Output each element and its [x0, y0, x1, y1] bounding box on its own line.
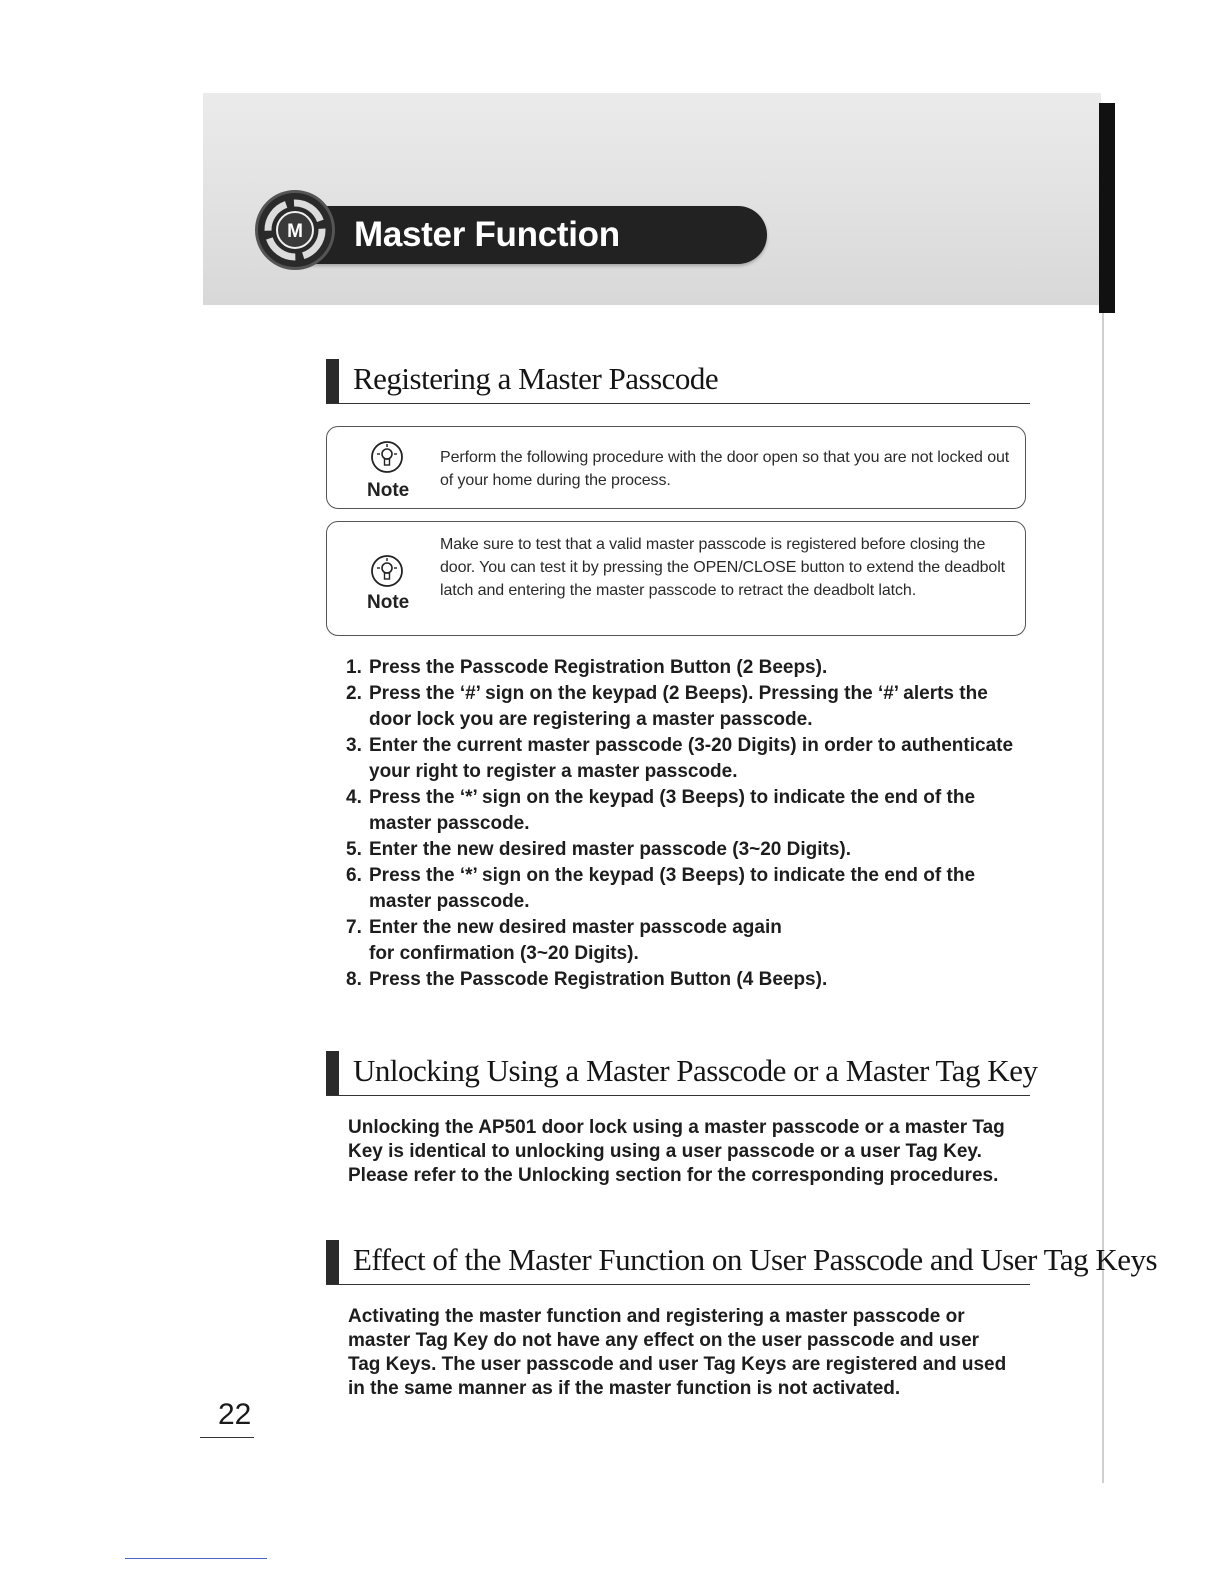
page-number-rule	[200, 1437, 254, 1438]
note-box	[326, 521, 1026, 636]
header-banner	[203, 93, 1101, 305]
section-title: Unlocking Using a Master Passcode or a Master Tag Key	[353, 1053, 1038, 1088]
step-item: 4. Press the ‘*’ sign on the keypad (3 Beeps) to indicate the end of the master passcode.	[346, 787, 976, 834]
edge-bar	[1099, 103, 1115, 313]
unlocking-paragraph: Unlocking the AP501 door lock using a master passcode or a master Tag Key is identical to unlocking using a user passcode or a user Tag Key. Please refer to the Unlocking section for the corresponding procedures.	[348, 1117, 1005, 1186]
step-item: 1. Press the Passcode Registration Button (2 Beeps).	[346, 657, 828, 678]
section-bar	[326, 1051, 339, 1096]
step-item: 8. Press the Passcode Registration Button (4 Beeps).	[346, 969, 828, 990]
section-bar	[326, 1240, 339, 1285]
badge-letter: M	[287, 221, 303, 242]
section-bar	[326, 359, 339, 404]
effect-paragraph: Activating the master function and registering a master passcode or master Tag Key do not have any effect on the user passcode and user Tag Keys. The user passcode and user Tag Keys are registered and used in the same manner as if the master function is not activated.	[348, 1306, 1007, 1399]
step-item: 5. Enter the new desired master passcode (3~20 Digits).	[346, 839, 852, 860]
step-item: 2. Press the ‘#’ sign on the keypad (2 Beeps). Pressing the ‘#’ alerts the door lock you are registering a master passcode.	[346, 683, 988, 730]
note-text: Make sure to test that a valid master passcode is registered before closing the door. You can test it by pressing the OPEN/CLOSE button to extend the deadbolt latch and entering the master passcode to retract the deadbolt latch.	[440, 536, 1006, 599]
registration-steps	[346, 655, 1016, 993]
step-item: 3. Enter the current master passcode (3-20 Digits) in order to authenticate your right to register a master passcode.	[346, 735, 1014, 782]
page-number: 22	[218, 1398, 252, 1431]
section-rule	[326, 1095, 1030, 1096]
section-rule	[326, 1284, 1030, 1285]
bottom-line	[125, 1558, 267, 1559]
master-badge-icon	[255, 190, 335, 270]
lightbulb-icon	[370, 440, 404, 474]
step-item: 6. Press the ‘*’ sign on the keypad (3 Beeps) to indicate the end of the master passcode.	[346, 865, 976, 912]
step-item: 7. Enter the new desired master passcode again for confirmation (3~20 Digits).	[346, 917, 782, 964]
note-label: Note	[367, 592, 410, 613]
section-rule	[326, 403, 1030, 404]
page-title: Master Function	[354, 215, 620, 254]
note-box	[326, 426, 1026, 509]
note-text: Perform the following procedure with the door open so that you are not locked out of your home during the process.	[440, 449, 1010, 489]
section-title: Registering a Master Passcode	[353, 361, 719, 396]
lightbulb-icon	[370, 554, 404, 588]
note-label: Note	[367, 480, 410, 501]
section-title: Effect of the Master Function on User Passcode and User Tag Keys	[353, 1242, 1158, 1277]
edge-line	[1102, 313, 1104, 1483]
